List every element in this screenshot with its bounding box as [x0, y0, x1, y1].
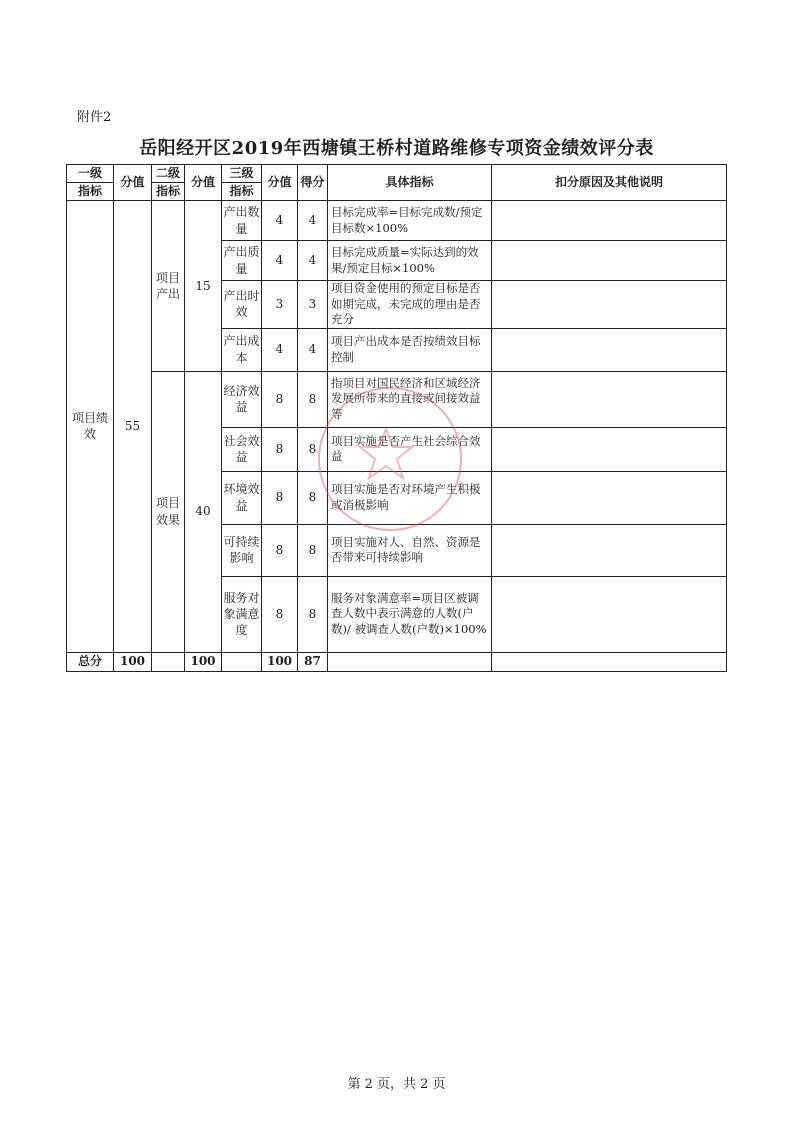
- row-score: 8: [262, 371, 298, 427]
- row-score: 8: [262, 524, 298, 576]
- header-got: 得分: [298, 165, 328, 201]
- row-got: 8: [298, 471, 328, 524]
- row-reason: [492, 371, 727, 427]
- row-name: 产出质量: [222, 241, 262, 281]
- row-name: 社会效益: [222, 427, 262, 471]
- header-specific: 具体指标: [328, 165, 492, 201]
- header-score1: 分值: [114, 165, 152, 201]
- row-name: 产出成本: [222, 328, 262, 371]
- row-name: 产出时效: [222, 281, 262, 329]
- row-desc: 项目资金使用的预定目标是否如期完成，未完成的理由是否充分: [328, 281, 492, 329]
- row-desc: 目标完成率=目标完成数/预定目标数×100%: [328, 201, 492, 241]
- total-got: 87: [298, 652, 328, 671]
- row-got: 4: [298, 328, 328, 371]
- row-score: 4: [262, 241, 298, 281]
- row-got: 3: [298, 281, 328, 329]
- row-score: 8: [262, 471, 298, 524]
- row-reason: [492, 328, 727, 371]
- row-got: 4: [298, 241, 328, 281]
- level1-score: 55: [114, 201, 152, 653]
- group-name: 项目效果: [152, 371, 185, 652]
- row-got: 4: [298, 201, 328, 241]
- row-desc: 项目实施对人、自然、资源是否带来可持续影响: [328, 524, 492, 576]
- attachment-label: 附件2: [77, 110, 112, 125]
- page-footer: 第 2 页，共 2 页: [347, 1077, 446, 1092]
- group-score: 15: [185, 201, 222, 372]
- row-score: 8: [262, 427, 298, 471]
- total-row: [67, 652, 727, 671]
- row-reason: [492, 281, 727, 329]
- header-level2-top: 二级: [152, 165, 185, 183]
- table-row: [67, 201, 727, 241]
- group-name: 项目产出: [152, 201, 185, 372]
- row-reason: [492, 471, 727, 524]
- table-row: [67, 371, 727, 427]
- page-title: 岳阳经开区2019年西塘镇王桥村道路维修专项资金绩效评分表: [139, 138, 654, 159]
- header-level3-top: 三级: [222, 165, 262, 183]
- row-name: 服务对象满意度: [222, 576, 262, 652]
- header-reason: 扣分原因及其他说明: [492, 165, 727, 201]
- row-score: 8: [262, 576, 298, 652]
- total-level3: [222, 652, 262, 671]
- row-reason: [492, 427, 727, 471]
- row-reason: [492, 201, 727, 241]
- row-got: 8: [298, 576, 328, 652]
- header-level2-bottom: 指标: [152, 183, 185, 201]
- level1-name: 项目绩效: [67, 201, 114, 653]
- row-desc: 项目实施是否对环境产生积极或消极影响: [328, 471, 492, 524]
- group-score: 40: [185, 371, 222, 652]
- row-got: 8: [298, 371, 328, 427]
- header-score2: 分值: [185, 165, 222, 201]
- score-table: [66, 164, 727, 672]
- total-desc: [328, 652, 492, 671]
- row-desc: 目标完成质量=实际达到的效果/预定目标×100%: [328, 241, 492, 281]
- row-score: 4: [262, 328, 298, 371]
- total-score3: 100: [262, 652, 298, 671]
- row-score: 3: [262, 281, 298, 329]
- row-reason: [492, 576, 727, 652]
- row-name: 经济效益: [222, 371, 262, 427]
- header-score3: 分值: [262, 165, 298, 201]
- row-desc: 指项目对国民经济和区域经济发展所带来的直接或间接效益等: [328, 371, 492, 427]
- row-reason: [492, 524, 727, 576]
- total-label: 总分: [67, 652, 114, 671]
- header-row-1: [67, 165, 727, 183]
- header-level1-top: 一级: [67, 165, 114, 183]
- row-got: 8: [298, 524, 328, 576]
- row-name: 可持续影响: [222, 524, 262, 576]
- header-level1-bottom: 指标: [67, 183, 114, 201]
- row-reason: [492, 241, 727, 281]
- total-reason: [492, 652, 727, 671]
- total-score1: 100: [114, 652, 152, 671]
- row-name: 产出数量: [222, 201, 262, 241]
- row-desc: 项目实施是否产生社会综合效益: [328, 427, 492, 471]
- row-score: 4: [262, 201, 298, 241]
- total-level2: [152, 652, 185, 671]
- header-level3-bottom: 指标: [222, 183, 262, 201]
- total-score2: 100: [185, 652, 222, 671]
- row-desc: 服务对象满意率=项目区被调查人数中表示满意的人数(户数)/ 被调查人数(户数)×100%: [328, 576, 492, 652]
- row-name: 环境效益: [222, 471, 262, 524]
- row-desc: 项目产出成本是否按绩效目标控制: [328, 328, 492, 371]
- row-got: 8: [298, 427, 328, 471]
